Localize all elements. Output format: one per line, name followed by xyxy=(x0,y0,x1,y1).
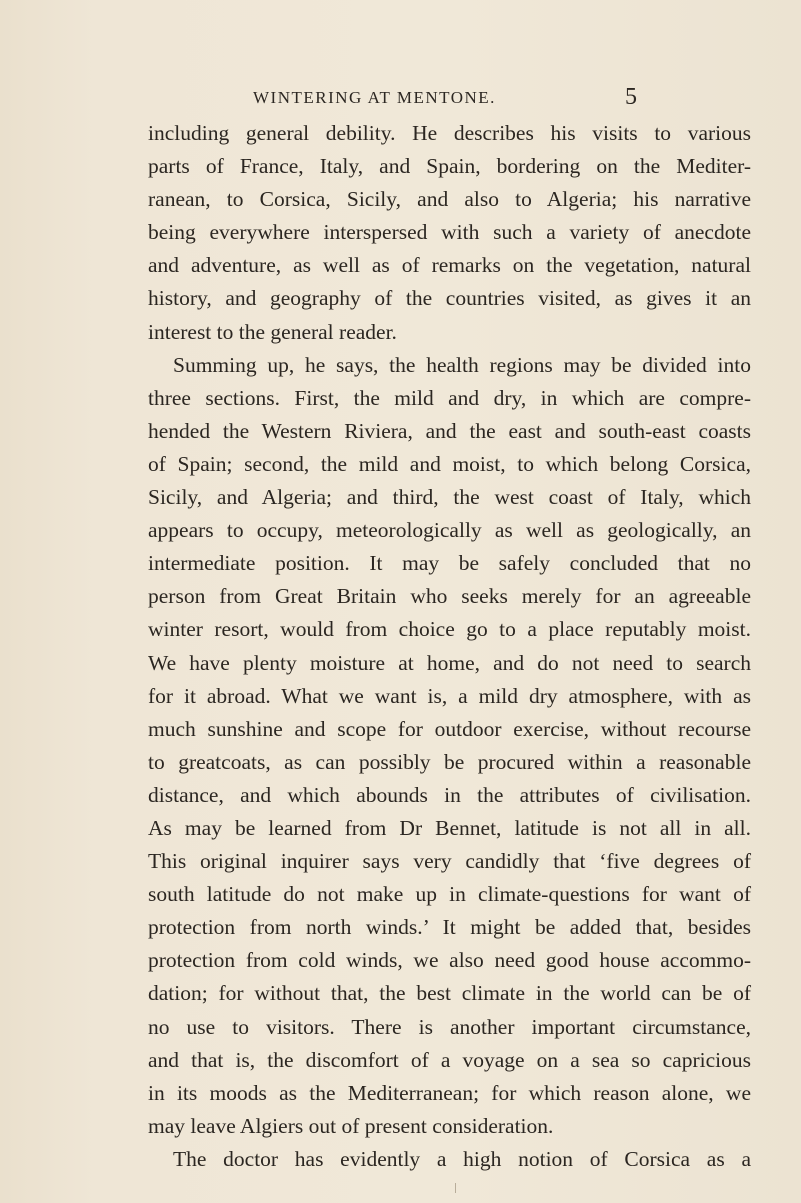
text-line: appears to occupy, meteorologically as well as geologically, an xyxy=(148,518,751,543)
text-line: including general debility. He describes his visits to various xyxy=(148,121,751,145)
text-line: The doctor has evidently a high notion of Corsica as a xyxy=(173,1146,751,1171)
text-line: As may be learned from Dr Bennet, latitude is not all in all. xyxy=(148,815,751,840)
text-line: dation; for without that, the best climate in the world can be of xyxy=(148,981,751,1006)
text-line: of Spain; second, the mild and moist, to which belong Corsica, xyxy=(148,451,751,476)
text-line: parts of France, Italy, and Spain, bordering on the Mediter- xyxy=(148,154,751,179)
text-line: protection from cold winds, we also need good house accommo- xyxy=(148,948,751,973)
text-line: no use to visitors. There is another important circumstance, xyxy=(148,1014,751,1039)
text-line: may leave Algiers out of present consideration. xyxy=(148,1113,554,1138)
text-line: This original inquirer says very candidly that ‘five degrees of xyxy=(148,849,751,874)
text-line: south latitude do not make up in climate-questions for want of xyxy=(148,882,751,907)
text-line: three sections. First, the mild and dry, in which are compre- xyxy=(148,385,751,410)
text-line: hended the Western Riviera, and the east and south-east coasts xyxy=(148,418,751,443)
text-line: ranean, to Corsica, Sicily, and also to Algeria; his narrative xyxy=(148,187,751,212)
text-line: winter resort, would from choice go to a place reputably moist. xyxy=(148,617,751,642)
text-line: Sicily, and Algeria; and third, the west coast of Italy, which xyxy=(148,485,751,510)
text-line: in its moods as the Mediterranean; for which reason alone, we xyxy=(148,1080,751,1105)
text-line: intermediate position. It may be safely concluded that no xyxy=(148,551,751,576)
text-line: person from Great Britain who seeks merely for an agreeable xyxy=(148,584,751,609)
text-line: protection from north winds.’ It might be added that, besides xyxy=(148,915,751,940)
text-line: Summing up, he says, the health regions may be divided into xyxy=(173,352,751,377)
text-line: distance, and which abounds in the attributes of civilisation. xyxy=(148,782,751,807)
text-line: interest to the general reader. xyxy=(148,319,397,344)
text-line: We have plenty moisture at home, and do not need to search xyxy=(148,650,751,675)
body-text xyxy=(148,117,751,1176)
text-line: being everywhere interspersed with such a variety of anecdote xyxy=(148,220,751,245)
running-head xyxy=(0,84,801,116)
text-line: and adventure, as well as of remarks on the vegetation, natural xyxy=(148,253,751,278)
text-line: to greatcoats, as can possibly be procured within a reasonable xyxy=(148,749,751,774)
page-number: 5 xyxy=(625,84,637,110)
text-line: much sunshine and scope for outdoor exercise, without recourse xyxy=(148,716,751,741)
running-title: WINTERING AT MENTONE. xyxy=(253,88,496,107)
text-line: history, and geography of the countries visited, as gives it an xyxy=(148,286,751,311)
text-line: for it abroad. What we want is, a mild dry atmosphere, with as xyxy=(148,683,751,708)
text-line: and that is, the discomfort of a voyage on a sea so capricious xyxy=(148,1047,751,1072)
page-blemish xyxy=(455,1183,456,1193)
